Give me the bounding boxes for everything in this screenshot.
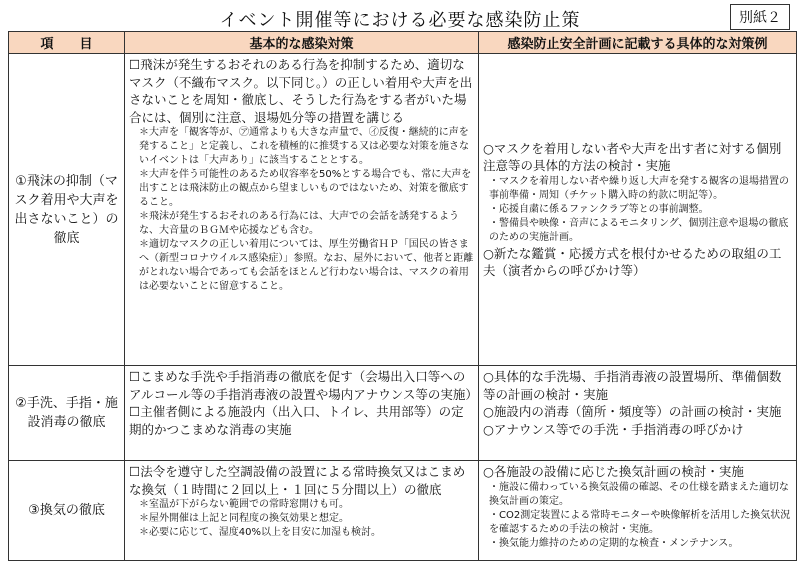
basic-measure-note: ＊必要に応じて、湿度40%以上を目安に加湿も検討。 bbox=[139, 527, 382, 538]
table-row bbox=[9, 461, 797, 561]
basic-measures-cell bbox=[125, 54, 479, 366]
example-measure-note: ・応援自粛に係るファンクラブ等との事前調整。 bbox=[489, 203, 709, 215]
table-header-row bbox=[9, 32, 797, 54]
table-row bbox=[9, 366, 797, 461]
header-examples: 感染防止安全計画に記載する具体的な対策例 bbox=[479, 32, 797, 54]
row-item-label: ①飛沫の抑制（マスク着用や大声を出さないこと）の徹底 bbox=[9, 54, 125, 366]
basic-measure-main: ☐主催者側による施設内（出入口、トイレ、共用部等）の定期的かつこまめな消毒の実施 bbox=[129, 404, 464, 437]
basic-measures-cell bbox=[125, 461, 479, 561]
example-measure-main: ○各施設の設備に応じた換気計画の検討・実施 bbox=[483, 464, 744, 479]
basic-measures-cell bbox=[125, 366, 479, 461]
example-measure-main: ○具体的な手洗場、手指消毒液の設置場所、準備個数等の計画の検討・実施 bbox=[483, 369, 782, 402]
attachment-badge: 別紙２ bbox=[730, 4, 790, 30]
basic-measure-note: ＊大声を「観客等が、㋐通常よりも大きな声量で、㋑反復・継続的に声を発すること」と定義し、これを積極的に推奨する又は必要な対策を施さないイベントは「大声あり」に該当することとする。 bbox=[139, 127, 469, 166]
example-measure-note: ・CO2測定装置による常時モニターや映像解析を活用した換気状況を確認するための手法の検討・実施。 bbox=[489, 509, 791, 535]
example-measure-main: ○新たな鑑賞・応援方式を根付かせるための取組の工夫（演者からの呼びかけ等） bbox=[483, 245, 782, 278]
example-measure-note: ・施設に備わっている換気設備の確認、その仕様を踏まえた適切な換気計画の策定。 bbox=[489, 481, 789, 507]
basic-measure-note: ＊飛沫が発生するおそれのある行為には、大声での会話を誘発するような、大音量のＢＧＭや応援なども含む。 bbox=[139, 211, 459, 236]
example-measure-main: ○施設内の消毒（箇所・頻度等）の計画の検討・実施 bbox=[483, 404, 782, 419]
basic-measure-main: ☐こまめな手洗や手指消毒の徹底を促す（会場出入口等へのアルコール等の手指消毒液の設置や場内アナウンス等の実施） bbox=[129, 369, 478, 402]
basic-measure-note: ＊屋外開催は上記と同程度の換気効果と想定。 bbox=[139, 513, 349, 524]
example-measure-note: ・換気能力維持のための定期的な検査・メンテナンス。 bbox=[489, 537, 739, 549]
example-measure-main: ○アナウンス等での手洗・手指消毒の呼びかけ bbox=[483, 421, 744, 437]
example-measures-cell bbox=[479, 54, 797, 366]
header-item: 項 目 bbox=[9, 32, 125, 54]
basic-measure-note: ＊室温が下がらない範囲での常時窓開けも可。 bbox=[139, 499, 349, 510]
basic-measure-main: ☐飛沫が発生するおそれのある行為を抑制するため、適切なマスク（不織布マスク。以下同じ。）の正しい着用や大声を出さないことを周知・徹底し、そうした行為をする者がいた場合には、個別に注意、退場処分等の措置を講じる bbox=[129, 57, 473, 125]
example-measure-note: ・マスクを着用しない者や繰り返し大声を発する観客の退場措置の事前準備・周知（チケット購入時の約款に明記等）。 bbox=[489, 175, 789, 201]
example-measures-cell bbox=[479, 366, 797, 461]
page-title: イベント開催等における必要な感染防止策 bbox=[219, 10, 581, 31]
header-basic: 基本的な感染対策 bbox=[125, 32, 479, 54]
basic-measure-note: ＊大声を伴う可能性のあるため収容率を50%とする場合でも、常に大声を出すことは飛沫防止の観点から望ましいものではないため、対策を徹底すること。 bbox=[139, 169, 472, 208]
table-row bbox=[9, 54, 797, 366]
row-item-label: ③換気の徹底 bbox=[9, 461, 125, 561]
row-item-label: ②手洗、手指・施設消毒の徹底 bbox=[9, 366, 125, 461]
measures-table bbox=[8, 31, 797, 561]
example-measure-note: ・警備員や映像・音声によるモニタリング、個別注意や退場の徹底のための実施計画。 bbox=[489, 217, 789, 243]
basic-measure-main: ☐法令を遵守した空調設備の設置による常時換気又はこまめな換気（１時間に２回以上・１回に５分間以上）の徹底 bbox=[129, 464, 466, 497]
example-measures-cell bbox=[479, 461, 797, 561]
example-measure-main: ○マスクを着用しない者や大声を出す者に対する個別注意等の具体的方法の検討・実施 bbox=[483, 140, 782, 173]
basic-measure-note: ＊適切なマスクの正しい着用については、厚生労働省ＨＰ「国民の皆さまへ（新型コロナウイルス感染症）」参照。なお、屋外において、他者と距離がとれない場合であっても会話をほとんど行わない場合は、マスクの着用は必要ないことに留意すること。 bbox=[139, 239, 474, 292]
